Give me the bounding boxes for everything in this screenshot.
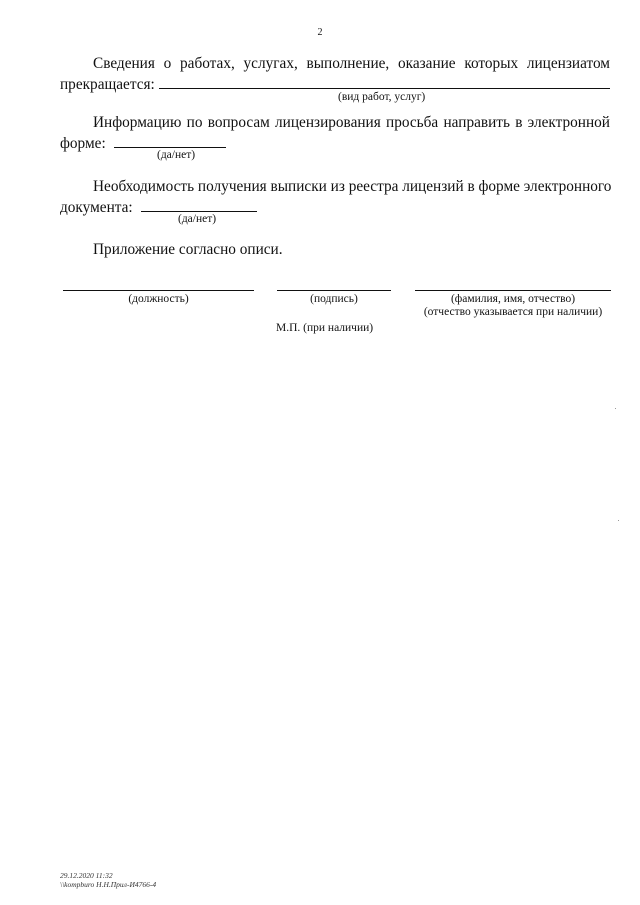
electronic-info-line-1: Информацию по вопросам лицензирования просьба направить в электронной — [93, 114, 610, 131]
signature-line[interactable] — [277, 290, 391, 291]
registry-extract-blank-field[interactable] — [141, 197, 257, 212]
attachment-section — [60, 240, 610, 260]
attachment-text: Приложение согласно описи. — [93, 241, 283, 258]
stamp-placeholder: М.П. (при наличии) — [276, 322, 374, 334]
works-caption: (вид работ, услуг) — [338, 91, 426, 103]
electronic-info-line-2 — [60, 133, 610, 154]
works-blank-field[interactable] — [159, 74, 610, 89]
name-line[interactable] — [415, 290, 611, 291]
works-line-2 — [60, 74, 610, 95]
electronic-info-section — [60, 113, 610, 154]
scan-speck — [618, 520, 619, 521]
footer-file-path: \\kompburo Н.Н.Прил-И4766-4 — [60, 880, 157, 889]
works-line-1: Сведения о работах, услугах, выполнение, оказание которых лицензиатом — [93, 55, 610, 72]
registry-extract-line-1: Необходимость получения выписки из реестра лицензий в форме электронного — [93, 178, 612, 195]
electronic-info-label: форме: — [60, 135, 106, 152]
electronic-info-caption: (да/нет) — [157, 149, 196, 161]
registry-extract-label: документа: — [60, 199, 133, 216]
scan-speck — [615, 408, 616, 409]
works-label: прекращается: — [60, 76, 155, 93]
position-line[interactable] — [63, 290, 254, 291]
signature-caption: (подпись) — [310, 293, 358, 305]
position-caption: (должность) — [128, 293, 189, 305]
page-number: 2 — [317, 27, 323, 38]
works-section — [60, 54, 610, 95]
name-note: (отчество указывается при наличии) — [423, 306, 603, 318]
registry-extract-line-2 — [60, 197, 610, 218]
registry-extract-section — [60, 177, 610, 218]
registry-extract-caption: (да/нет) — [178, 213, 217, 225]
name-caption: (фамилия, имя, отчество) — [450, 293, 576, 305]
footer-timestamp: 29.12.2020 11:32 — [60, 871, 113, 880]
electronic-info-blank-field[interactable] — [114, 133, 226, 148]
